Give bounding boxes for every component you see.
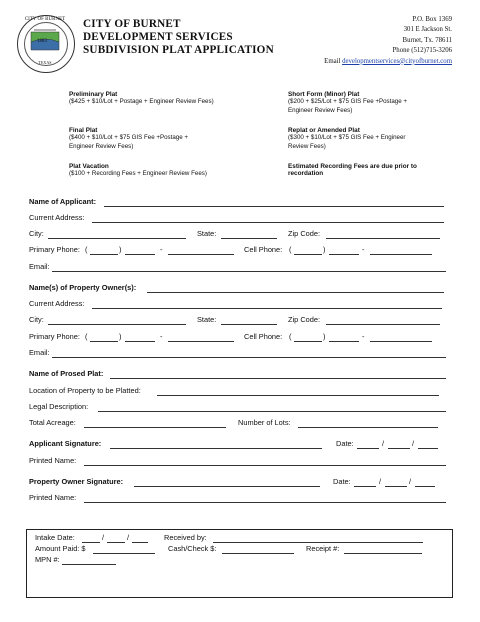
plat-type-short-form [288,91,473,115]
applicant-date-day-field[interactable] [388,448,410,449]
owner-primary-phone-label: Primary Phone: [29,332,80,341]
intake-date-label: Intake Date: [35,533,75,542]
recording-fees-note [288,163,417,177]
applicant-address-field[interactable] [92,222,444,223]
owner-cell-phone-area-field[interactable] [294,341,322,342]
owner-state-field[interactable] [221,324,277,325]
applicant-primary-phone-label: Primary Phone: [29,245,80,254]
plat-type-fee: ($100 + Recording Fees + Engineer Review Fees) [69,170,207,177]
seal-ring-text: CITY OF BURNET [24,17,66,22]
applicant-city-label: City: [29,229,44,238]
contact-block [324,15,452,67]
plat-type-title: Short Form (Minor) Plat [288,91,360,98]
applicant-date-year-field[interactable] [418,448,438,449]
owner-name-field[interactable] [147,292,444,293]
applicant-primary-phone-area-field[interactable] [90,254,118,255]
recording-fees-note-cont: recordation [288,170,324,177]
intake-date-year-field[interactable] [132,542,148,543]
owner-printed-name-field[interactable] [84,502,446,503]
applicant-primary-phone-prefix-field[interactable] [125,254,155,255]
owner-name-label: Name(s) of Property Owner(s): [29,283,137,292]
applicant-zip-field[interactable] [326,238,440,239]
phone-dash: - [160,332,163,341]
applicant-signature-label: Applicant Signature: [29,439,102,448]
owner-address-field[interactable] [92,308,442,309]
intake-date-day-field[interactable] [107,542,125,543]
amount-paid-field[interactable] [93,553,155,554]
owner-signature-field[interactable] [134,486,320,487]
applicant-email-label: Email: [29,262,50,271]
phone-open-paren: ( [85,332,88,341]
cash-check-field[interactable] [222,553,294,554]
plat-type-fee: ($425 + $10/Lot + Postage + Engineer Review Fees) [69,98,214,105]
applicant-address-label: Current Address: [29,213,85,222]
owner-cell-phone-label: Cell Phone: [244,332,283,341]
owner-city-label: City: [29,315,44,324]
date-slash: / [379,477,382,486]
applicant-cell-phone-area-field[interactable] [294,254,322,255]
phone-dash: - [362,332,365,341]
plat-location-label: Location of Property to be Platted: [29,386,141,395]
address-line-po-box: P.O. Box 1369 [412,16,452,23]
phone-close-paren: ) [323,332,326,341]
owner-primary-phone-area-field[interactable] [90,341,118,342]
date-slash: / [382,439,385,448]
plat-type-fee: ($200 + $25/Lot + $75 GIS Fee +Postage + [288,98,408,105]
cash-check-label: Cash/Check $: [168,544,217,553]
applicant-state-field[interactable] [221,238,277,239]
owner-cell-phone-prefix-field[interactable] [329,341,359,342]
phone-open-paren: ( [85,245,88,254]
recording-fees-note-title: Estimated Recording Fees are due prior to [288,163,417,170]
owner-zip-label: Zip Code: [288,315,321,324]
owner-state-label: State: [197,315,217,324]
receipt-number-label: Receipt #: [306,544,340,553]
applicant-date-month-field[interactable] [357,448,379,449]
owner-zip-field[interactable] [326,324,440,325]
plat-type-fee: Engineer Review Fees) [69,142,134,150]
number-of-lots-field[interactable] [298,427,438,428]
owner-date-year-field[interactable] [415,486,435,487]
mpn-number-field[interactable] [62,564,116,565]
applicant-name-field[interactable] [104,206,444,207]
email-label: Email [324,57,343,65]
total-acreage-field[interactable] [84,427,226,428]
plat-type-fee: Engineer Review Fees) [288,106,353,114]
phone-open-paren: ( [289,245,292,254]
applicant-zip-label: Zip Code: [288,229,321,238]
applicant-cell-phone-label: Cell Phone: [244,245,283,254]
owner-email-field[interactable] [52,357,446,358]
plat-type-title: Replat or Amended Plat [288,127,360,134]
address-line-street: 301 E Jackson St. [403,26,452,34]
plat-name-label: Name of Prosed Plat: [29,369,104,378]
applicant-printed-name-label: Printed Name: [29,456,77,465]
form-title: SUBDIVISION PLAT APPLICATION [83,44,274,56]
plat-type-title: Preliminary Plat [69,91,118,98]
email-line [324,57,452,67]
applicant-printed-name-field[interactable] [84,465,446,466]
address-line-city: Burnet, Tx. 78611 [402,36,452,44]
date-slash: / [127,533,130,542]
applicant-email-field[interactable] [52,271,446,272]
owner-date-day-field[interactable] [385,486,407,487]
phone-close-paren: ) [323,245,326,254]
phone-open-paren: ( [289,332,292,341]
legal-description-field[interactable] [98,411,446,412]
date-slash: / [412,439,415,448]
applicant-signature-field[interactable] [110,448,322,449]
plat-name-field[interactable] [110,378,446,379]
phone-close-paren: ) [119,245,122,254]
plat-type-fee: Review Fees) [288,142,326,150]
address-line-phone: Phone (512)715-3206 [392,47,452,55]
applicant-cell-phone-line-field[interactable] [370,254,432,255]
org-title-line-2: DEVELOPMENT SERVICES [83,31,233,43]
owner-email-label: Email: [29,348,50,357]
intake-date-month-field[interactable] [82,542,100,543]
amount-paid-label: Amount Paid: $ [35,544,86,553]
owner-date-month-field[interactable] [354,486,376,487]
mpn-number-label: MPN #: [35,555,60,564]
owner-date-label: Date: [333,477,351,486]
owner-primary-phone-line-field[interactable] [168,341,234,342]
receipt-number-field[interactable] [344,553,422,554]
applicant-cell-phone-prefix-field[interactable] [329,254,359,255]
org-title-line-1: CITY OF BURNET [83,18,181,30]
owner-city-field[interactable] [48,324,186,325]
applicant-primary-phone-line-field[interactable] [168,254,234,255]
phone-dash: - [362,245,365,254]
plat-type-title: Final Plat [69,127,98,134]
applicant-city-field[interactable] [48,238,186,239]
owner-primary-phone-prefix-field[interactable] [125,341,155,342]
seal-year: 1883 [37,39,47,44]
applicant-state-label: State: [197,229,217,238]
owner-printed-name-label: Printed Name: [29,493,77,502]
plat-type-fee: ($400 + $10/Lot + $75 GIS Fee +Postage + [69,134,189,141]
seal-bottom-text: TEXAS [38,60,52,65]
plat-location-field[interactable] [157,395,439,396]
plat-type-fee: ($300 + $10/Lot + $75 GIS Fee + Engineer [288,134,406,141]
received-by-field[interactable] [213,542,423,543]
total-acreage-label: Total Acreage: [29,418,76,427]
plat-type-preliminary [69,91,254,107]
plat-type-title: Plat Vacation [69,163,109,170]
date-slash: / [409,477,412,486]
applicant-name-label: Name of Applicant: [29,197,97,206]
plat-type-final [69,127,254,151]
received-by-label: Received by: [164,533,207,542]
email-link[interactable]: developmentservices@cityofburnet.com [342,57,452,65]
number-of-lots-label: Number of Lots: [238,418,291,427]
owner-cell-phone-line-field[interactable] [370,341,432,342]
date-slash: / [102,533,105,542]
phone-close-paren: ) [119,332,122,341]
owner-address-label: Current Address: [29,299,85,308]
phone-dash: - [160,245,163,254]
plat-type-replat [288,127,473,151]
applicant-date-label: Date: [336,439,354,448]
plat-type-vacation [69,163,254,179]
owner-signature-label: Property Owner Signature: [29,477,124,486]
legal-description-label: Legal Description: [29,402,89,411]
